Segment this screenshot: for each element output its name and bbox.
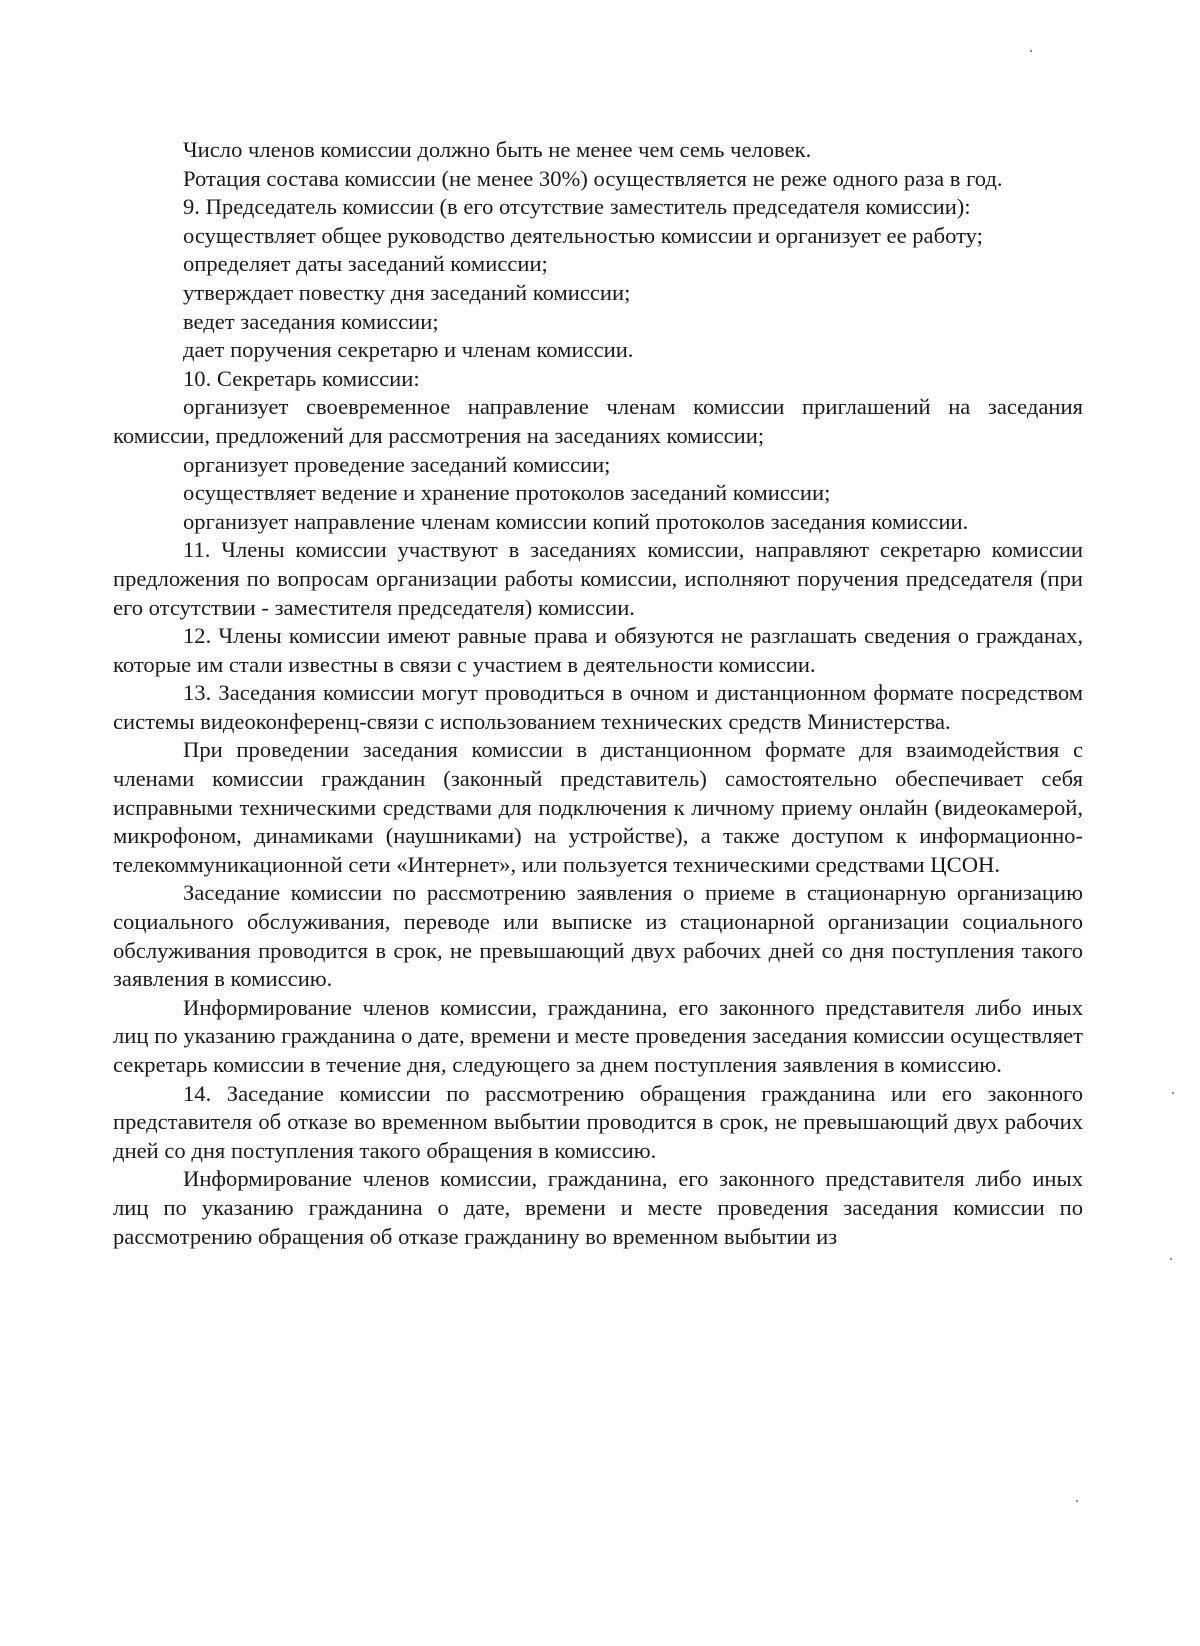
paragraph: 10. Секретарь комиссии: bbox=[183, 365, 420, 391]
scan-speck bbox=[1076, 1500, 1078, 1502]
paragraph: осуществляет ведение и хранение протоколов заседаний комиссии; bbox=[183, 480, 831, 506]
paragraph: Ротация состава комиссии (не менее 30%) осуществляется не реже одного раза в год. bbox=[183, 165, 1003, 191]
paragraph: 11. Члены комиссии участвуют в заседаниях комиссии, направляют секретарю комиссии предложения по вопросам организации работы комиссии, исполняют поручения председателя (при его отсутствии - заместителя председателя) комиссии. bbox=[113, 537, 1083, 620]
paragraph: При проведении заседания комиссии в дистанционном формате для взаимодействия с членами комиссии гражданин (законный представитель) самостоятельно обеспечивает себя исправными техническими средствами для подключения к личному приему онлайн (видеокамерой, микрофоном, динамиками (наушниками) на устройстве), а также доступом к информационно-телекоммуникационной сети «Интернет», или пользуется техническими средствами ЦСОН. bbox=[113, 737, 1083, 877]
paragraph: осуществляет общее руководство деятельностью комиссии и организует ее работу; bbox=[183, 222, 983, 248]
paragraph: Число членов комиссии должно быть не менее чем семь человек. bbox=[183, 137, 812, 162]
paragraph: 12. Члены комиссии имеют равные права и обязуются не разглашать сведения о гражданах, которые им стали известны в связи с участием в деятельности комиссии. bbox=[113, 623, 1083, 677]
scan-speck bbox=[1172, 1092, 1174, 1094]
paragraph: организует проведение заседаний комиссии; bbox=[183, 451, 611, 477]
paragraph: Информирование членов комиссии, гражданина, его законного представителя либо иных лиц по указанию гражданина о дате, времени и месте проведения заседания комиссии осуществляет секретарь комиссии в течение дня, следующего за днем поступления заявления в комиссию. bbox=[113, 994, 1083, 1077]
paragraph: организует своевременное направление членам комиссии приглашений на заседания комиссии, предложений для рассмотрения на заседаниях комиссии; bbox=[113, 394, 1083, 448]
paragraph: 13. Заседания комиссии могут проводиться в очном и дистанционном формате посредством системы видеоконференц-связи с использованием технических средств Министерства. bbox=[113, 680, 1083, 734]
document-body bbox=[113, 136, 1083, 1251]
paragraph: дает поручения секретарю и членам комиссии. bbox=[183, 337, 634, 363]
scan-speck bbox=[1030, 50, 1032, 52]
paragraph: организует направление членам комиссии копий протоколов заседания комиссии. bbox=[183, 508, 969, 534]
paragraph: ведет заседания комиссии; bbox=[183, 308, 439, 334]
scan-speck bbox=[1170, 1258, 1172, 1260]
paragraph: 14. Заседание комиссии по рассмотрению обращения гражданина или его законного представителя об отказе во временном выбытии проводится в срок, не превышающий двух рабочих дней со дня поступления такого обращения в комиссию. bbox=[113, 1080, 1083, 1163]
paragraph: определяет даты заседаний комиссии; bbox=[183, 251, 548, 277]
paragraph: 9. Председатель комиссии (в его отсутствие заместитель председателя комиссии): bbox=[183, 194, 971, 220]
paragraph: Заседание комиссии по рассмотрению заявления о приеме в стационарную организацию социального обслуживания, переводе или выписке из стационарной организации социального обслуживания проводится в срок, не превышающий двух рабочих дней со дня поступления такого заявления в комиссию. bbox=[113, 880, 1083, 992]
paragraph: Информирование членов комиссии, гражданина, его законного представителя либо иных лиц по указанию гражданина о дате, времени и месте проведения заседания комиссии по рассмотрению обращения об отказе гражданину во временном выбытии из bbox=[113, 1166, 1083, 1249]
paragraph: утверждает повестку дня заседаний комиссии; bbox=[183, 279, 631, 305]
